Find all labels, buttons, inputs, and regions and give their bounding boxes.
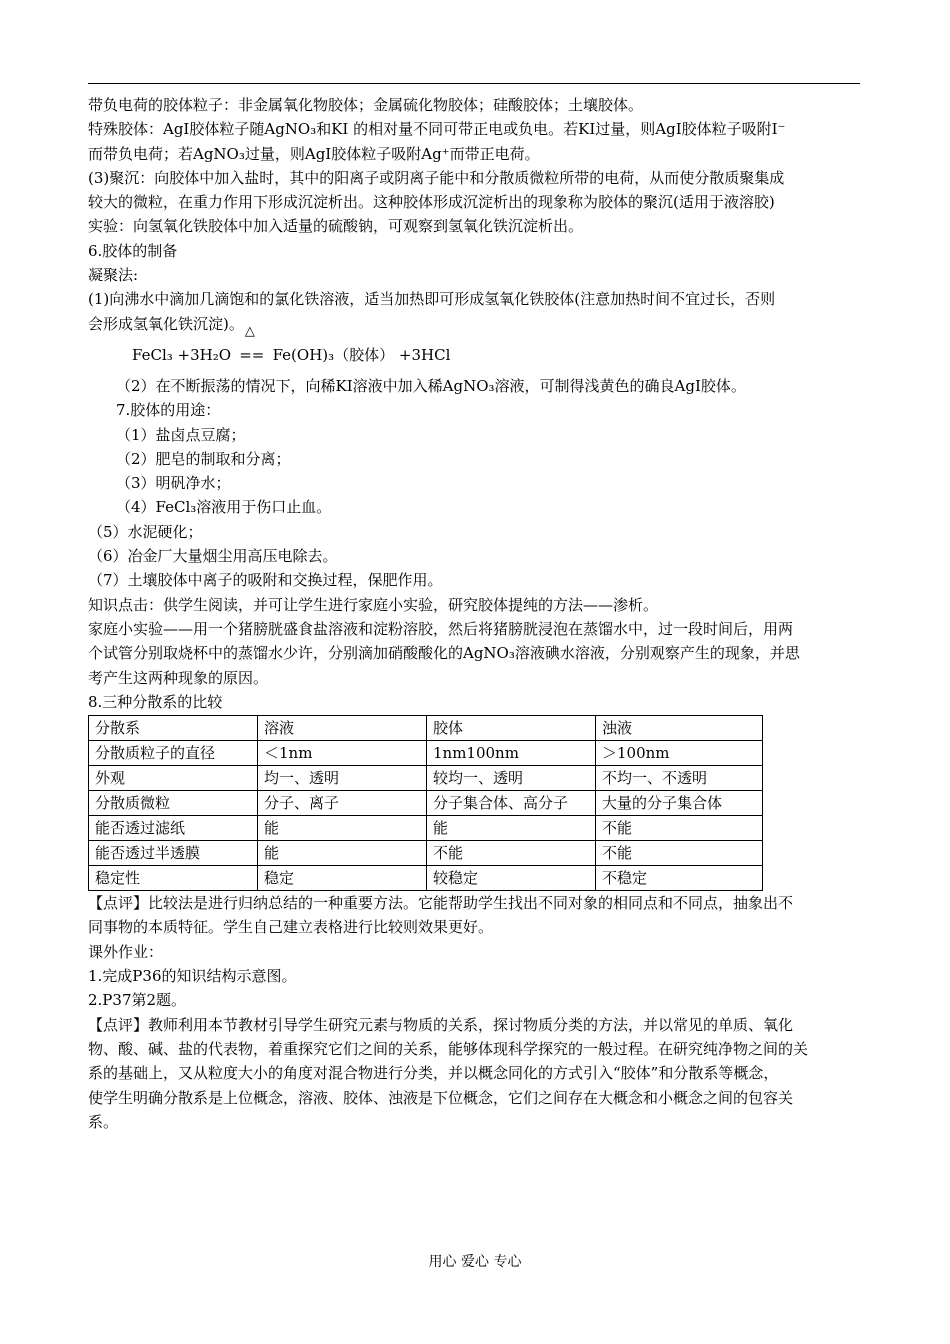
table-cell: 稳定性 (89, 866, 258, 891)
prep-method-2: （2）在不断振荡的情况下，向稀KI溶液中加入稀AgNO₃溶液，可制得浅黄色的确良AgI胶体。 (116, 376, 746, 395)
table-cell: 能否透过半透膜 (89, 841, 258, 866)
text-line: 【点评】比较法是进行归纳总结的一种重要方法。它能帮助学生找出不同对象的相同点和不同点，抽象出不 (88, 894, 794, 913)
list-item: （1）盐卤点豆腐； (116, 425, 246, 444)
knowledge-section (88, 593, 860, 690)
section-heading: 6.胶体的制备 (88, 241, 178, 260)
homework-heading: 课外作业： (88, 942, 164, 961)
text-line: 使学生明确分散系是上位概念，溶液、胶体、浊液是下位概念，它们之间存在大概念和小概念之间的包容关 (88, 1088, 794, 1107)
table-cell: 分子、离子 (258, 791, 427, 816)
table-cell: ＜1nm (258, 741, 427, 766)
table-cell: 稳定 (258, 866, 427, 891)
header-rule (88, 83, 860, 84)
table-cell: 均一、透明 (258, 766, 427, 791)
table-cell: 分子集合体、高分子 (427, 791, 596, 816)
comment-2 (88, 1013, 860, 1134)
text-line: 实验：向氢氧化铁胶体中加入适量的硫酸钠，可观察到氢氧化铁沉淀析出。 (88, 217, 584, 236)
list-item: （2）肥皂的制取和分离； (116, 449, 291, 468)
list-item: （5）水泥硬化； (88, 522, 203, 541)
table-cell: 能否透过滤纸 (89, 816, 258, 841)
text-line: 同事物的本质特征。学生自己建立表格进行比较则效果更好。 (88, 918, 494, 937)
page-footer: 用心 爱心 专心 (428, 1254, 522, 1270)
text-line: 个试管分别取烧杯中的蒸馏水少许，分别滴加硝酸酸化的AgNO₃溶液碘水溶液，分别观察产生的现象，并思 (88, 644, 800, 663)
list-item: （4）FeCl₃溶液用于伤口止血。 (116, 498, 332, 517)
list-item: （7）土壤胶体中离子的吸附和交换过程，保肥作用。 (88, 571, 443, 590)
document-body (88, 93, 860, 1134)
table-header-cell: 胶体 (427, 716, 596, 741)
table-cell: 不能 (596, 816, 763, 841)
table-heading: 8.三种分散系的比较 (88, 692, 223, 711)
text-line: 特殊胶体：AgI胶体粒子随AgNO₃和KI 的相对量不同可带正电或负电。若KI过量，则AgI胶体粒子吸附I⁻ (88, 120, 786, 139)
paragraphs-top (88, 93, 860, 339)
uses-list (88, 423, 860, 593)
table-header-cell: 浊液 (596, 716, 763, 741)
table-row (89, 741, 763, 766)
table-cell: 分散质粒子的直径 (89, 741, 258, 766)
text-line: 考产生这两种现象的原因。 (88, 668, 269, 687)
equation-right: Fe(OH)₃（胶体） +3HCl (272, 345, 451, 364)
text-line: (1)向沸水中滴加几滴饱和的氯化铁溶液，适当加热即可形成氢氧化铁胶体(注意加热时间不宜过长，否则 (88, 290, 776, 309)
table-row (89, 766, 763, 791)
text-line: 会形成氢氧化铁沉淀)。 (88, 314, 244, 333)
text-line: 家庭小实验——用一个猪膀胱盛食盐溶液和淀粉溶胶，然后将猪膀胱浸泡在蒸馏水中，过一段时间后，用两 (88, 619, 794, 638)
table-cell: 不稳定 (596, 866, 763, 891)
homework-list (88, 964, 860, 1013)
chemical-equation (132, 323, 860, 372)
text-line: 知识点击：供学生阅读，并可让学生进行家庭小实验，研究胶体提纯的方法——渗析。 (88, 595, 659, 614)
table-cell: 分散质微粒 (89, 791, 258, 816)
comment-1 (88, 891, 860, 940)
table-header-cell: 分散系 (89, 716, 258, 741)
table-cell: 不均一、不透明 (596, 766, 763, 791)
text-line: (3)聚沉：向胶体中加入盐时，其中的阳离子或阴离子能中和分散质微粒所带的电荷，从而使分散质聚集成 (88, 168, 785, 187)
text-line: 物、酸、碱、盐的代表物，着重探究它们之间的关系，能够体现科学探究的一般过程。在研究纯净物之间的关 (88, 1039, 809, 1058)
table-header-cell: 溶液 (258, 716, 427, 741)
list-item: 2.P37第2题。 (88, 991, 187, 1010)
table-cell: ＞100nm (596, 741, 763, 766)
table-cell: 不能 (427, 841, 596, 866)
list-item: （3）明矾净水； (116, 474, 231, 493)
table-row (89, 791, 763, 816)
text-line: 系的基础上，又从粒度大小的角度对混合物进行分类，并以概念同化的方式引入“胶体”和分散系等概念， (88, 1064, 779, 1083)
text-line: 而带负电荷；若AgNO₃过量，则AgI胶体粒子吸附Ag⁺而带正电荷。 (88, 144, 540, 163)
table-cell: 大量的分子集合体 (596, 791, 763, 816)
text-line: 带负电荷的胶体粒子：非金属氧化物胶体；金属硫化物胶体；硅酸胶体；土壤胶体。 (88, 96, 644, 114)
list-item: 1.完成P36的知识结构示意图。 (88, 967, 297, 986)
comparison-table (88, 715, 763, 891)
equation-left: FeCl₃ +3H₂O (132, 345, 232, 364)
text-line: 【点评】教师利用本节教材引导学生研究元素与物质的关系，探讨物质分类的方法，并以常见的单质、氧化 (88, 1015, 794, 1034)
subheading: 凝聚法: (88, 266, 139, 285)
table-row (89, 866, 763, 891)
table-cell: 不能 (596, 841, 763, 866)
table-cell: 能 (427, 816, 596, 841)
equation-equals: == (239, 345, 265, 364)
table-header-row (89, 716, 763, 741)
text-line: 较大的微粒，在重力作用下形成沉淀析出。这种胶体形成沉淀析出的现象称为胶体的聚沉(适用于液溶胶) (88, 193, 775, 212)
table-row (89, 841, 763, 866)
equation-arrow (238, 323, 266, 372)
table-cell: 1nm100nm (427, 741, 596, 766)
table-cell: 能 (258, 841, 427, 866)
uses-heading: 7.胶体的用途： (116, 401, 221, 420)
table-cell: 能 (258, 816, 427, 841)
table-cell: 较均一、透明 (427, 766, 596, 791)
table-cell: 较稳定 (427, 866, 596, 891)
text-line: 系。 (88, 1112, 119, 1131)
heat-triangle-icon: △ (244, 323, 255, 339)
list-item: （6）冶金厂大量烟尘用高压电除去。 (88, 547, 338, 566)
table-cell: 外观 (89, 766, 258, 791)
table-row (89, 816, 763, 841)
